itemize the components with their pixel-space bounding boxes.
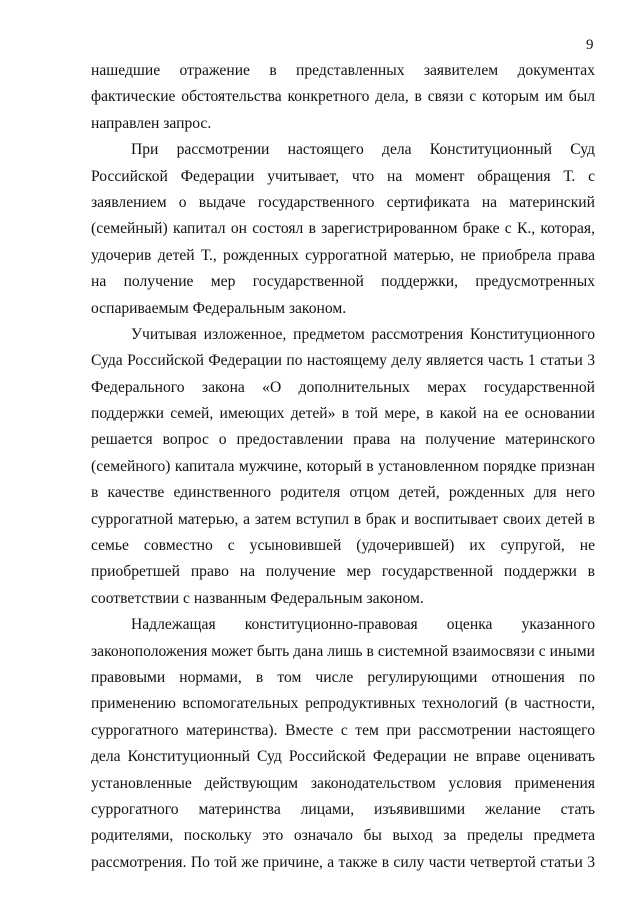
- page-number: 9: [586, 37, 594, 53]
- text-line: дела Конституционный Суд Российской Федерации не вправе оценивать: [91, 748, 595, 766]
- text-line: законоположения может быть дана лишь в системной взаимосвязи с иными: [91, 642, 595, 660]
- text-line: применению вспомогательных репродуктивных технологий (в частности,: [91, 695, 595, 713]
- text-line: (семейный) капитал он состоял в зарегистрированном браке с К., которая,: [91, 220, 595, 238]
- text-line: Федерального закона «О дополнительных мерах государственной: [91, 378, 595, 396]
- text-line: рассмотрения. По той же причине, а также в силу части четвертой статьи 3: [91, 853, 595, 871]
- text-line: удочерив детей Т., рожденных суррогатной матерью, не приобрела права: [91, 246, 595, 264]
- text-line: родителями, поскольку это означало бы выход за пределы предмета: [91, 827, 595, 845]
- text-line: (семейного) капитала мужчине, который в установленном порядке признан: [91, 457, 595, 475]
- text-line: решается вопрос о предоставлении права на получение материнского: [91, 431, 595, 449]
- text-line: семье совместно с усыновившей (удочерившей) их супругой, не: [91, 537, 595, 555]
- body-text: [91, 58, 595, 876]
- text-line: направлен запрос.: [91, 114, 212, 132]
- text-line: суррогатного материнства лицами, изъявившими желание стать: [91, 800, 595, 818]
- text-line: правовыми нормами, в том числе регулирующими отношения по: [91, 668, 595, 686]
- text-line: на получение мер государственной поддержки, предусмотренных: [91, 273, 595, 291]
- text-line: в качестве единственного родителя отцом детей, рожденных для него: [91, 484, 595, 502]
- text-line: При рассмотрении настоящего дела Конституционный Суд: [131, 141, 595, 159]
- text-line: нашедшие отражение в представленных заявителем документах: [91, 62, 595, 79]
- text-line: соответствии с названным Федеральным законом.: [91, 589, 424, 607]
- text-line: Суда Российской Федерации по настоящему делу является часть 1 статьи 3: [91, 352, 595, 370]
- text-line: Учитывая изложенное, предметом рассмотрения Конституционного: [131, 325, 595, 343]
- text-line: оспариваемым Федеральным законом.: [91, 299, 347, 317]
- text-line: заявлением о выдаче государственного сертификата на материнский: [91, 193, 595, 211]
- text-line: Надлежащая конституционно-правовая оценка указанного: [131, 616, 595, 634]
- text-line: фактические обстоятельства конкретного дела, в связи с которым им был: [91, 88, 595, 106]
- text-line: Российской Федерации учитывает, что на момент обращения Т. с: [91, 167, 595, 185]
- text-line: установленные действующим законодательством условия применения: [91, 774, 595, 792]
- text-line: суррогатного материнства). Вместе с тем при рассмотрении настоящего: [91, 721, 595, 739]
- text-line: приобретшей право на получение мер государственной поддержки в: [91, 563, 595, 581]
- text-line: поддержки семей, имеющих детей» в той мере, в какой на ее основании: [91, 405, 595, 423]
- text-line: суррогатной матерью, а затем вступил в брак и воспитывает своих детей в: [91, 510, 595, 528]
